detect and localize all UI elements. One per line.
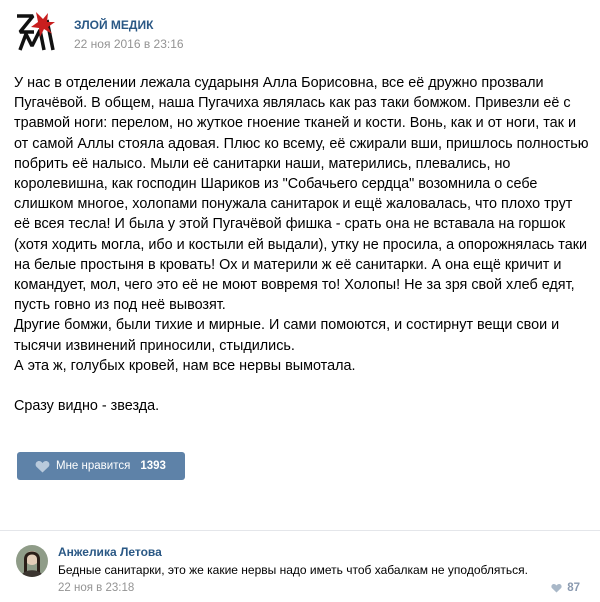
post-header <box>14 8 574 56</box>
user-avatar-icon <box>16 545 48 577</box>
post-text-line: тысячи извинений приносили, стыдились. <box>14 337 295 354</box>
post-text-line: королевишна, как господин Шариков из "Собачьего сердца" возомнила о себе <box>14 176 538 193</box>
like-button[interactable] <box>17 452 185 480</box>
post-text-line: слишком многое, холопами понужала санитарок и ещё жаловалась, что плохо трут <box>14 196 573 213</box>
post-text-line: от самой Аллы стояла адовая. Плюс ко всему, её сжирали вши, пришлось полностью <box>14 135 589 152</box>
comment-text: Бедные санитарки, это же какие нервы надо иметь чтоб хабалкам не уподобляться. <box>58 563 528 577</box>
comment-date[interactable]: 22 ноя в 23:18 <box>58 582 135 594</box>
heart-icon <box>551 583 562 593</box>
comment-author-link[interactable]: Анжелика Летова <box>58 545 162 559</box>
post-date[interactable]: 22 ноя 2016 в 23:16 <box>74 37 184 51</box>
post-text-line: травмой ноги: перелом, но жуткое гноение тканей и кости. Вонь, как и от ноги, так и <box>14 115 576 132</box>
like-count: 1393 <box>140 460 166 472</box>
comment-item <box>0 531 600 602</box>
post-text-line: на белые простыня в кровать! Ох и материли ж её санитарки. А она ещё кричит и <box>14 256 562 273</box>
post-text-line: побрить её налысо. Мыли её санитарки наши, матерились, плевались, но <box>14 155 511 172</box>
like-label: Мне нравится <box>56 460 131 472</box>
heart-icon <box>35 460 50 473</box>
post-text-line: командует, мол, чего это её не моют вовремя то! Холопы! Не за зря свой хлеб едят, <box>14 277 575 294</box>
post-text-line: Другие бомжи, были тихие и мирные. И сами помоются, и состирнут вещи свои и <box>14 317 560 334</box>
comment-like-button[interactable] <box>551 582 580 594</box>
post-text <box>14 73 589 416</box>
post-text-line: А эта ж, голубых кровей, нам все нервы вымотала. <box>14 357 356 374</box>
post-text-line: её всея тесла! И была у этой Пугачёвой фишка - срать она не вставала на горшок <box>14 216 566 233</box>
post-author-link[interactable]: ЗЛОЙ МЕДИК <box>74 18 154 32</box>
post-text-line: пусть говно из под неё вывозят. <box>14 297 226 314</box>
zm-logo-icon[interactable] <box>14 10 58 54</box>
post-text-line: У нас в отделении лежала сударыня Алла Борисовна, все её дружно прозвали <box>14 75 544 91</box>
avatar[interactable] <box>16 545 48 577</box>
paragraph-gap <box>14 376 586 396</box>
post-text-line: (хотя ходить могла, ибо и костыли ей выдали), утку не просила, а опорожнялась таки <box>14 236 588 253</box>
post-text-line: Пугачёвой. В общем, наша Пугачиха являлась как раз таки бомжом. Привезли её с <box>14 95 571 112</box>
post-closing-line: Сразу видно - звезда. <box>14 398 160 415</box>
comment-like-count: 87 <box>567 582 580 594</box>
